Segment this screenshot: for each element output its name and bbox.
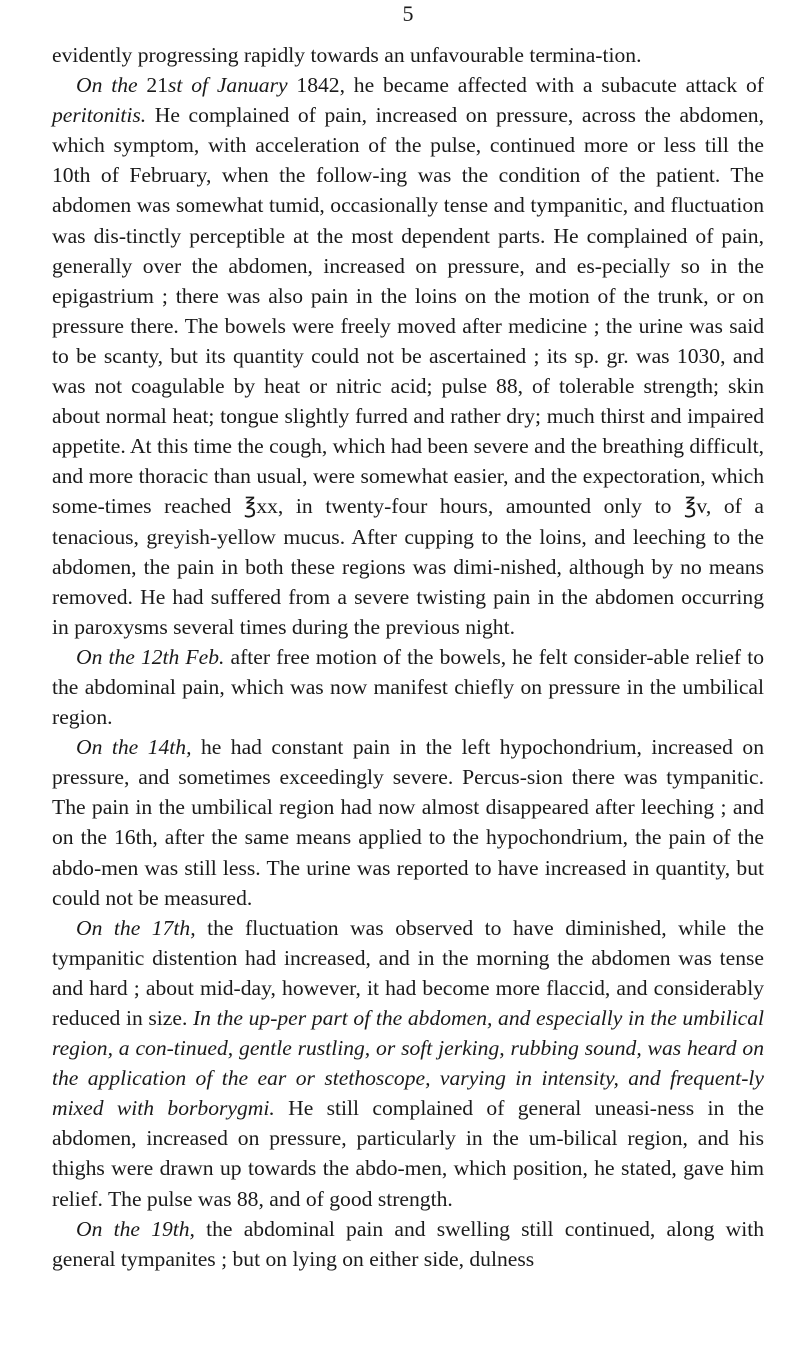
text-run-italic: On the 12th Feb.	[76, 644, 225, 669]
text-run: the abdominal pain and swelling still continued, along with general tympanites ; but on lying on either side, dulness	[52, 1216, 764, 1271]
page-number: 5	[402, 1, 414, 26]
paragraph-feb-17	[52, 913, 764, 1214]
text-run: 21	[146, 73, 168, 98]
text-run-italic: On the 14th,	[76, 735, 192, 760]
paragraph-feb-19	[52, 1214, 764, 1274]
book-page	[52, 0, 764, 1356]
paragraph-jan-21	[52, 70, 764, 642]
text-run: He still complained of general uneasi-ness in the abdomen, increased on pressure, particularly in the um-bilical region, and his thighs were drawn up towards the abdo-men, which position, he stated, gave him relief. The pulse was 88, and of good strength.	[52, 1096, 764, 1211]
text-run-italic: On the 19th,	[76, 1216, 195, 1241]
text-run: after free motion of the bowels, he felt consider-able relief to the abdominal pain, which was now manifest chiefly on pressure in the umbilical region.	[52, 644, 764, 730]
text-run: evidently progressing rapidly towards an unfavourable termina-tion.	[52, 43, 642, 67]
text-run: He complained of pain, increased on pressure, across the abdomen, which symptom, with acceleration of the pulse, continued more or less till the 10th of February, when the follow-ing was the condition of the patient. The abdomen was somewhat tumid, occasionally tense and tympanitic, and fluctuation was dis-tinctly perceptible at the most dependent parts. He complained of pain, generally over the abdomen, increased on pressure, and es-pecially so in the epigastrium ; there was also pain in the loins on the motion of the trunk, or on pressure there. The bowels were freely moved after medicine ; the urine was said to be scanty, but its quantity could not be ascertained ; its sp. gr. was 1030, and was not coagulable by heat or nitric acid; pulse 88, of tolerable strength; skin about normal heat; tongue slightly furred and rather dry; much thirst and impaired appetite. At this time the cough, which had been severe and the breathing difficult, and more thoracic than usual, were somewhat easier, and the expectoration, which some-times reached ℥xx, in twenty-four hours, amounted only to ℥v, of a tenacious, greyish-yellow mucus. After cupping to the loins, and leeching to the abdomen, the pain in both these regions was dimi-nished, although by no means removed. He had suffered from a severe twisting pain in the abdomen occurring in paroxysms several times during the previous night.	[52, 103, 764, 639]
paragraph-feb-14	[52, 732, 764, 913]
text-run-italic: st of January	[168, 73, 297, 98]
paragraph-feb-12	[52, 642, 764, 732]
text-run: 1842, he became affected with a subacute attack of	[296, 73, 764, 98]
body-text	[52, 40, 764, 1274]
text-run-italic: In the up-per part of the abdomen, and especially in the umbilical region, a con-tinued, gentle rustling, or soft jerking, rubbing sound, was heard on the application of the ear or stethoscope, varying in intensity, and frequent-ly mixed with borborygmi.	[52, 1006, 764, 1121]
text-run: the fluctuation was observed to have diminished, while the tympanitic distention had increased, and in the morning the abdomen was tense and hard ; about mid-day, however, it had become more flaccid, and considerably reduced in size.	[52, 915, 765, 1030]
text-run: he had constant pain in the left hypochondrium, increased on pressure, and sometimes exceedingly severe. Percus-sion there was tympanitic. The pain in the umbilical region had now almost disappeared after leeching ; and on the 16th, after the same means applied to the hypochondrium, the pain of the abdo-men was still less. The urine was reported to have increased in quantity, but could not be measured.	[52, 735, 764, 910]
text-run-italic: On the	[76, 73, 147, 98]
text-run-italic: peritonitis.	[52, 103, 147, 128]
paragraph-continuation	[52, 40, 764, 70]
text-run-italic: On the 17th,	[76, 915, 196, 940]
